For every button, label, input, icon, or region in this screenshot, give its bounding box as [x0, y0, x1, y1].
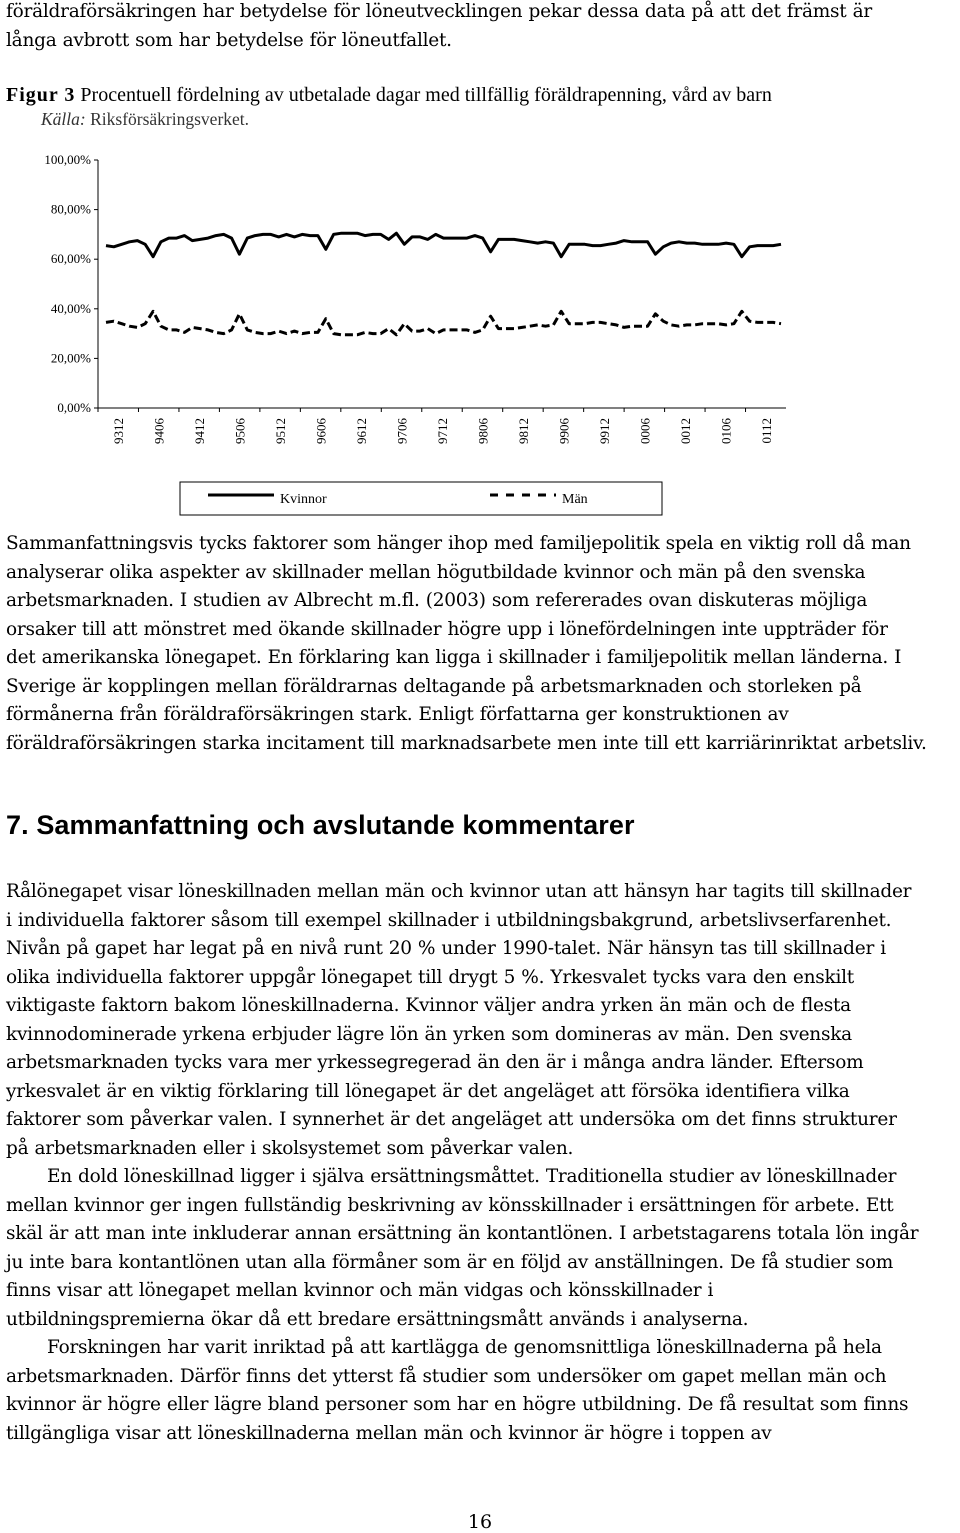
page-number: 16: [467, 1511, 493, 1533]
figure-title-text: Procentuell fördelning av utbetalade dagar med tillfällig föräldrapenning, vård av barn: [80, 84, 772, 106]
x-tick-label: 9606: [313, 418, 329, 444]
y-tick-label: 0,00%: [57, 400, 91, 415]
x-tick-label: 9912: [596, 418, 612, 444]
legend-label: Män: [562, 492, 588, 507]
y-axis-ticks: [44, 152, 98, 415]
text-line: finns visar att lönegapet mellan kvinnor och män vidgas och könsskillnader i: [6, 1280, 714, 1301]
text-line: i individuella faktorer såsom till exempel skillnader i utbildningsbakgrund, arbetslivserfarenhet.: [6, 909, 892, 931]
text-line: kvinnor är högre eller lägre bland personer som har en högre utbildning. De få resultat som finns: [6, 1394, 909, 1415]
x-axis-ticks: [98, 408, 774, 444]
y-tick-label: 40,00%: [50, 300, 91, 316]
text-line: Rålönegapet visar löneskillnaden mellan män och kvinnor utan att hänsyn har tagits till skillnader: [6, 881, 912, 902]
x-tick-label: 9406: [151, 418, 167, 444]
text-line: En dold löneskillnad ligger i själva ersättningsmåttet. Traditionella studier av löneskillnader: [47, 1166, 897, 1187]
chart-legend: [180, 482, 662, 515]
figure-label: Figur 3: [6, 84, 76, 106]
text-line: långa avbrott som har betydelse för löneutfallet.: [6, 29, 452, 51]
text-line: ju inte bara kontantlönen utan alla förmåner som är en följd av anställningen. De få studier som: [6, 1251, 894, 1273]
text-line: yrkesvalet är en viktig förklaring till lönegapet är det angeläget att försöka identifiera vilka: [6, 1080, 850, 1102]
intro-paragraph: [6, 0, 956, 55]
x-tick-label: 0112: [758, 418, 774, 444]
chart-series: [106, 233, 781, 335]
section-heading: 7. Sammanfattning och avslutande kommentarer: [6, 810, 635, 840]
paragraph-summary: [6, 530, 956, 758]
x-tick-label: 9512: [273, 418, 289, 444]
y-tick-label: 100,00%: [44, 152, 91, 167]
text-line: faktorer som påverkar valen. I synnerhet är det angeläget att undersöka om det finns strukturer: [6, 1109, 897, 1130]
text-line: analyserar olika aspekter av skillnader mellan högutbildade kvinnor och män på den svenska: [6, 561, 866, 583]
text-line: förmånerna från föräldraförsäkringen stark. Enligt författarna ger konstruktionen av: [6, 704, 789, 725]
text-line: arbetsmarknaden. Därför finns det ytterst få studier som undersöker om gapet mellan män och: [6, 1365, 887, 1387]
x-tick-label: 0006: [637, 418, 653, 444]
series-line-man: [106, 311, 781, 335]
text-line: tillgängliga visar att löneskillnaderna mellan män och kvinnor är högre i toppen av: [6, 1422, 772, 1444]
legend-label: Kvinnor: [280, 492, 327, 507]
x-tick-label: 9806: [475, 418, 491, 444]
x-tick-label: 9506: [232, 418, 248, 444]
line-chart: [0, 140, 960, 520]
text-line: arbetsmarknaden. I studien av Albrecht m.fl. (2003) som refererades ovan diskuteras möjliga: [6, 590, 868, 611]
y-tick-label: 60,00%: [50, 251, 91, 267]
series-line-kvinnor: [106, 233, 781, 257]
x-tick-label: 9712: [435, 418, 450, 444]
figure-source: [41, 108, 249, 130]
x-tick-label: 9812: [515, 418, 531, 444]
legend-box: [180, 482, 662, 515]
chart-axes: [98, 160, 786, 408]
x-tick-label: 0012: [677, 418, 693, 444]
text-line: viktigaste faktorn bakom löneskillnaderna. Kvinnor väljer andra yrken än män och de flesta: [6, 995, 851, 1016]
text-line: Forskningen har varit inriktad på att kartlägga de genomsnittliga löneskillnaderna på hela: [47, 1337, 882, 1358]
text-line: Sverige är kopplingen mellan föräldrarnas deltagande på arbetsmarknaden och storleken på: [6, 675, 862, 697]
paragraph-body: [6, 878, 956, 1448]
x-tick-label: 9706: [394, 418, 410, 444]
figure-title: [6, 82, 772, 108]
x-tick-label: 9412: [192, 418, 208, 444]
x-tick-label: 9906: [556, 418, 572, 444]
text-line: utbildningspremierna ökar då ett bredare ersättningsmått används i analyserna.: [6, 1308, 749, 1330]
text-line: Nivån på gapet har legat på en nivå runt 20 % under 1990-talet. När hänsyn tas till skillnader i: [6, 938, 886, 959]
text-line: Sammanfattningsvis tycks faktorer som hänger ihop med familjepolitik spela en viktig roll då man: [6, 533, 911, 554]
text-line: skäl är att man inte inkluderar annan ersättning än kontantlönen. I arbetstagarens totala lön ingår: [6, 1223, 919, 1244]
x-tick-label: 9312: [111, 418, 127, 444]
text-line: kvinnodominerade yrkena erbjuder lägre lön än yrken som domineras av män. Den svenska: [6, 1023, 852, 1045]
text-line: orsaker till att mönstret med ökande skillnader högre upp i lönefördelningen inte uppträder för: [6, 618, 888, 640]
source-text: Riksförsäkringsverket.: [90, 109, 250, 129]
source-label: Källa:: [41, 109, 86, 129]
text-line: mellan kvinnor ger ingen fullständig beskrivning av könsskillnader i ersättningen för arbete. Ett: [6, 1194, 894, 1216]
x-tick-label: 0106: [718, 418, 734, 444]
x-tick-label: 9612: [354, 418, 370, 444]
text-line: olika individuella faktorer uppgår lönegapet till drygt 5 %. Yrkesvalet tycks vara den enskilt: [6, 966, 854, 988]
y-tick-label: 80,00%: [50, 201, 91, 217]
text-line: det amerikanska lönegapet. En förklaring kan ligga i skillnader i familjepolitik mellan länderna. I: [6, 647, 902, 668]
text-line: arbetsmarknaden tycks vara mer yrkessegregerad än den är i många andra länder. Eftersom: [6, 1052, 864, 1073]
text-line: föräldraförsäkringen starka incitament till marknadsarbete men inte till ett karriärinriktat arbetsliv.: [6, 732, 927, 754]
text-line: på arbetsmarknaden eller i skolsystemet som påverkar valen.: [6, 1137, 574, 1159]
y-tick-label: 20,00%: [50, 350, 91, 366]
text-line: föräldraförsäkringen har betydelse för löneutvecklingen pekar dessa data på att det främst är: [6, 1, 872, 22]
